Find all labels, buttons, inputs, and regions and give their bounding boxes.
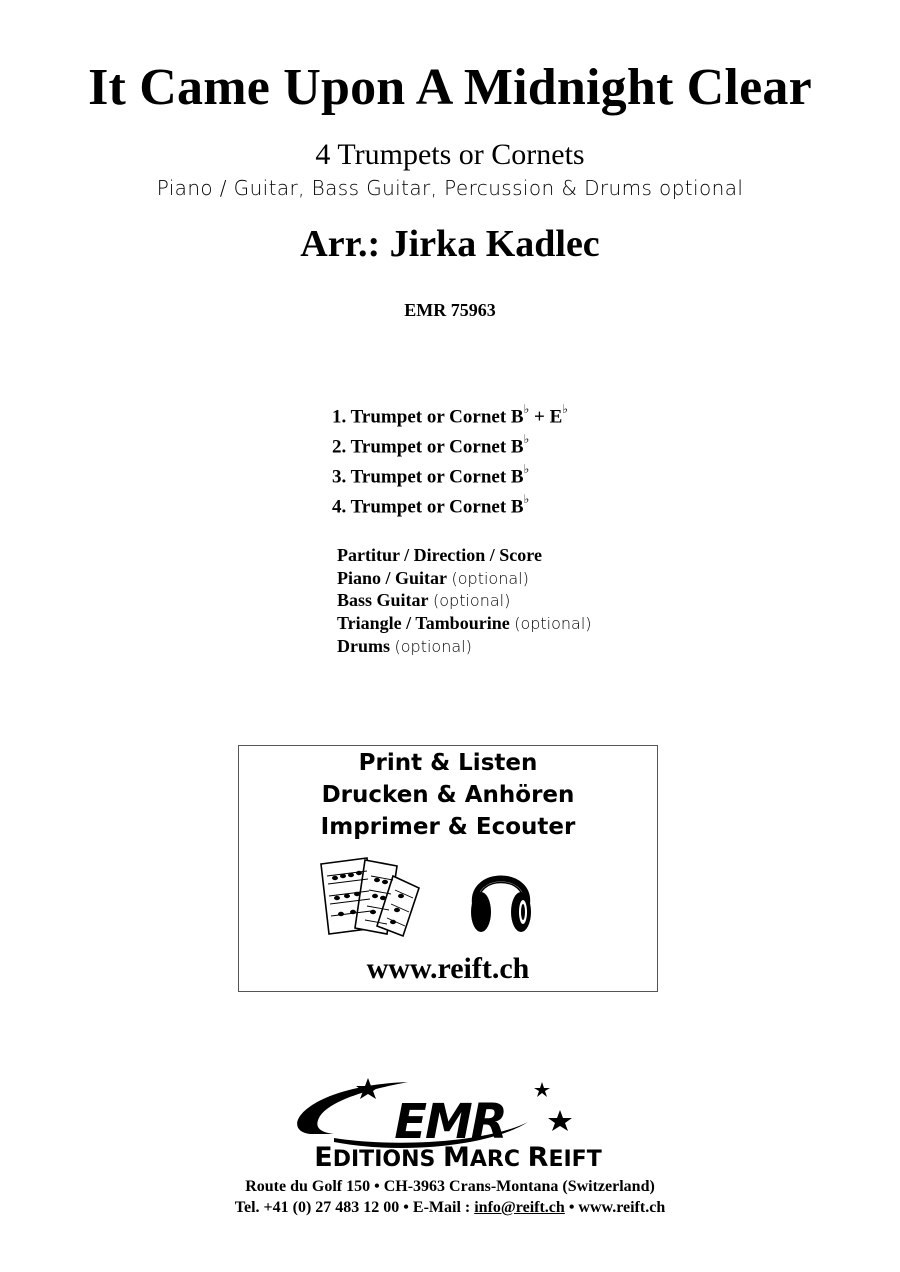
parts-list [332,396,568,516]
optional-instruments-line: Piano / Guitar, Bass Guitar, Percussion & Drums optional [156,176,744,200]
print-and-listen-box [238,745,658,992]
part-item: 1. Trumpet or Cornet B♭ + E♭ [332,402,568,428]
publisher-logo [238,1072,678,1172]
publisher-address: Route du Golf 150 • CH-3963 Crans-Montana (Switzerland) [245,1178,655,1195]
catalog-number: EMR 75963 [404,300,496,320]
sheet-music-icon [315,854,425,938]
optional-part-item: Bass Guitar (optional) [337,590,511,611]
optional-part-item: Partitur / Direction / Score [337,545,542,565]
publisher-contact: Tel. +41 (0) 27 483 12 00 • E-Mail : info@reift.ch • www.reift.ch [234,1199,666,1216]
promo-line-de: Drucken & Anhören [321,782,575,808]
logo-publisher-name: EDITIONS MARC REIFT [314,1142,602,1172]
arranger: Arr.: Jirka Kadlec [300,223,600,265]
instrumentation-subtitle: 4 Trumpets or Cornets [315,138,585,171]
logo-emr-text: EMR [394,1094,506,1150]
promo-line-en: Print & Listen [358,750,538,776]
optional-part-item: Piano / Guitar (optional) [337,567,529,588]
promo-website-link[interactable]: www.reift.ch [366,952,530,985]
optional-part-item: Drums (optional) [337,635,472,656]
part-item: 2. Trumpet or Cornet B♭ [332,432,530,458]
page-title: It Came Upon A Midnight Clear [88,59,812,116]
part-item: 4. Trumpet or Cornet B♭ [332,492,530,518]
headphones-icon [467,854,535,938]
optional-parts-list [337,544,592,657]
part-item: 3. Trumpet or Cornet B♭ [332,462,530,488]
promo-line-fr: Imprimer & Ecouter [320,814,576,840]
optional-part-item: Triangle / Tambourine (optional) [337,613,592,634]
email-link[interactable]: info@reift.ch [474,1199,565,1216]
